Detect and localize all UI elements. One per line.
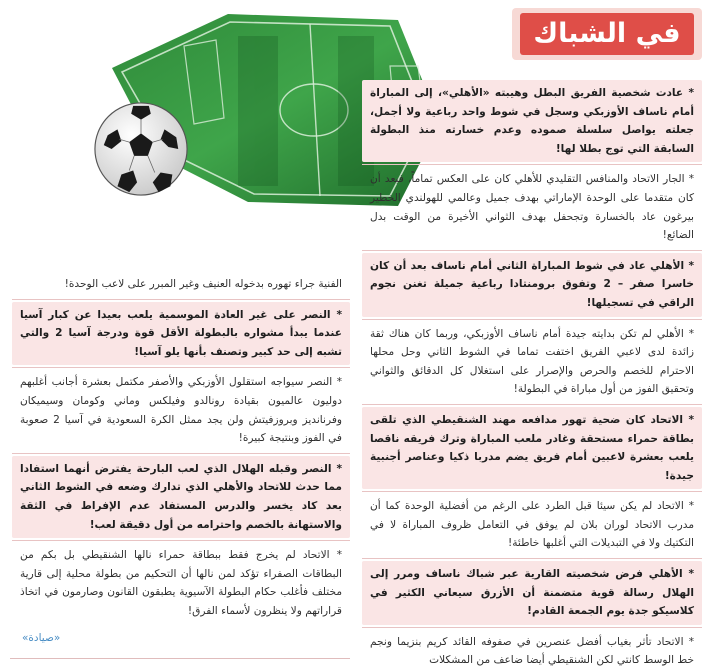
body-paragraph: * الاتحاد لم يخرج فقط ببطاقة حمراء نالها الشنقيطي بل بكم من البطاقات الصفراء تؤكد لمن نالها أن التحكيم من بطولة محلية إلى قارية مختلف فأغلب حكام البطولة الآسيوية يطبقون القانون وصارمون في اتخاذ قراراتهم ولا ينظرون لأسماء الفرق! (20, 549, 342, 617)
divider (362, 319, 702, 320)
divider (362, 404, 702, 405)
highlight-paragraph: * الأهلي فرض شخصيته القارية عبر شباك ناساف ومرر إلى الهلال رسالة قوية متضمنة أن الأزرق سيعاني الكثير في كلاسيكو جدة يوم الجمعة القادم! (362, 561, 702, 625)
divider (362, 627, 702, 628)
divider (12, 367, 350, 368)
left-column (12, 272, 350, 624)
footer-rule (10, 658, 350, 659)
ball-svg (92, 100, 190, 198)
section-title-badge (512, 8, 702, 60)
source-credit: «صيادة» (22, 632, 61, 644)
divider (362, 164, 702, 165)
highlight-paragraph: * عادت شخصية الفريق البطل وهيبته «الأهلي»، إلى المباراة أمام ناساف الأوزبكي وسجل في شوط واحد رباعية ولا أجمل، جعلته يواصل سلسلة صموده وعدم خسارته منذ البطولة السابقة التي توج بطلا لها! (362, 80, 702, 162)
divider (12, 540, 350, 541)
highlight-paragraph: * الأهلي عاد في شوط المباراة الثاني أمام ناساف بعد أن كان خاسرا صفر – 2 وتفوق برومنتادا رباعية جميلة تغنن نجوم الراقي في تسجيلها! (362, 253, 702, 317)
section-title: في الشباك (520, 13, 694, 55)
divider (362, 558, 702, 559)
divider (362, 491, 702, 492)
divider (12, 453, 350, 454)
body-paragraph: * الأهلي لم تكن بدايته جيدة أمام ناساف الأوزبكي، وربما كان هناك ثقة زائدة لدى لاعبي الفريق اختفت تماما في الشوط الثاني وحل محلها الاحترام للخصم والحرص والإصرار على استغلال كل الدقائق والثواني وتحقيق الفوز من أول مباراة في البطولة! (370, 327, 694, 396)
divider (12, 299, 350, 300)
body-paragraph: * الاتحاد لم يكن سيئا قبل الطرد على الرغم من أفضلية الوحدة كما أن مدرب الاتحاد لوران بلان لم يوفق في التعامل ظروف المباراة لا في التكتيك ولا في التبديلات التي أغلبها خاطئة! (370, 500, 694, 550)
right-column (362, 80, 702, 668)
highlight-paragraph: * النصر على غير العادة الموسمية يلعب بعيدا عن كبار آسيا عندما يبدأ مشواره بالبطولة الأقل قوة ودرجة آسيا 2 والتي تشبه إلى حد كبير وتصنف بأنها يلو آسيا! (12, 302, 350, 366)
divider (362, 250, 702, 251)
soccer-ball-icon (92, 100, 190, 198)
body-paragraph: * الجار الاتحاد والمنافس التقليدي للأهلي كان على العكس تماماً، فبعد أن كان متقدما على الوحدة الإماراتي بهدف جميل وعالمي للهولندي الخطير بيرغون عاد بالخسارة وتجحفل بهدف الثواني الأخيرة من الوقت بدل الضائع! (370, 173, 694, 242)
body-paragraph: * النصر سيواجه استقلول الأوزبكي والأصفر مكتمل بعشرة أجانب أغلبهم دوليون عالميون بقيادة رونالدو وفيلكس وماني وكومان وسيميكان وفرنانديز وبروزفيتش ولن يجد ممثل الكرة السعودية في آسيا 2 صعوبة في الفوز وبنتيجة كبيرة! (20, 376, 342, 445)
highlight-paragraph: * الاتحاد كان ضحية تهور مدافعه مهند الشنقيطي الذي تلقى بطاقة حمراء مستحقة وغادر ملعب المباراة وترك فريقه ناقصا يلعب بعشرة لاعبين أمام فريق يضم مدربا ذكيا وعناصر أجنبية جيدة! (362, 407, 702, 489)
highlight-paragraph: * النصر وقبله الهلال الذي لعب البارحة يفترض أنهما استفادا مما حدث للاتحاد والأهلي الذي تدارك وضعه في الشوط الثاني بعد كاد يخسر والدرس المستفاد عدم الإفراط في الثقة والاستهانة بالخصم واحترامه من أول دقيقة لعب! (12, 456, 350, 538)
body-paragraph: الفنية جراء تهوره بدخوله العنيف وغير المبرر على لاعب الوحدة! (64, 278, 342, 290)
body-paragraph: * الاتحاد تأثر بغياب أفضل عنصرين في صفوفه القائد كريم بنزيما ونجم خط الوسط كانتي لكن الشنقيطي أيضا ضاعف من المشكلات (370, 635, 694, 667)
